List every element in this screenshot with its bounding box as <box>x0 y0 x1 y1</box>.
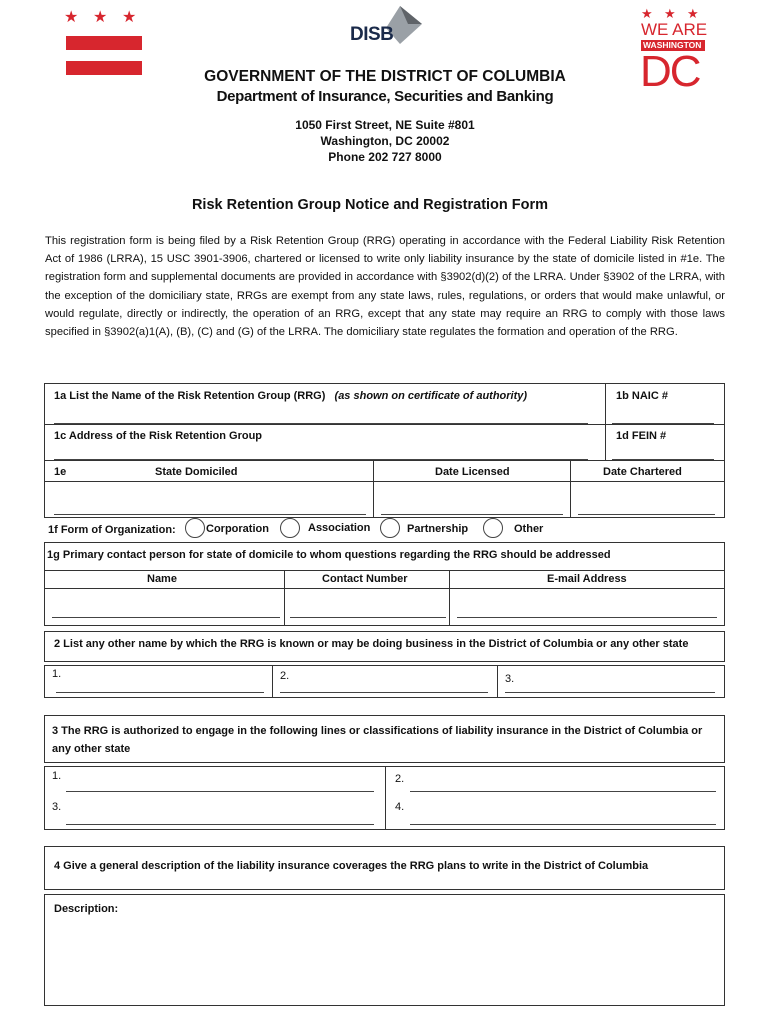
s2-item-3-label: 3. <box>505 673 515 685</box>
s2-label: 2 List any other name by which the RRG is known or may be doing business in the District of Columbia or any other state <box>54 638 689 650</box>
rrg-name-field[interactable] <box>54 423 588 424</box>
s1g-label: 1g Primary contact person for state of domicile to whom questions regarding the RRG should be addressed <box>47 549 611 561</box>
line-1-field[interactable] <box>66 791 374 792</box>
s4-label: 4 Give a general description of the liability insurance coverages the RRG plans to write in the District of Columbia <box>54 860 649 872</box>
other-name-2-field[interactable] <box>280 692 488 693</box>
date-licensed-field[interactable] <box>381 514 563 515</box>
other-name-1-field[interactable] <box>56 692 264 693</box>
partnership-label: Partnership <box>407 523 469 535</box>
s2-item-2-label: 2. <box>280 670 290 682</box>
s1a-label <box>54 390 527 402</box>
contact-name-header: Name <box>147 573 177 585</box>
email-address-field[interactable] <box>457 617 717 618</box>
s1c-label: 1c Address of the Risk Retention Group <box>54 430 263 442</box>
s3-item-2-label: 2. <box>395 773 405 785</box>
logo-star-icon: ★ <box>664 6 676 21</box>
email-address-header: E-mail Address <box>547 573 627 585</box>
intro-paragraph: This registration form is being filed by a Risk Retention Group (RRG) operating in accordance with the Federal Liability Risk Retention Act of 1986 (LRRA), 15 USC 3901-3906, chartered or licensed to write only liability insurance by the state of domicile listed in #1e. The registration form and supplemental documents are provided in accordance with §3902(d)(2) of the LRRA. Under §3902 of the LRRA, with the exception of the domiciliary state, RRGs are exempt from any state laws, rules, regulations, or orders that would make unlawful, or would regulate, directly or indirectly, the operation of an RRG, except that any state may require an RRG to comply with those laws specified in §3902(a)1(A), (B), (C) and (G) of the LRRA. The domiciliary state regulates the formation and operation of the RRG. <box>45 235 725 339</box>
s1f-label: 1f Form of Organization: <box>48 524 176 536</box>
contact-number-header: Contact Number <box>322 573 408 585</box>
government-title: GOVERNMENT OF THE DISTRICT OF COLUMBIA <box>204 68 566 85</box>
line-3-field[interactable] <box>66 824 374 825</box>
s3-label: 3 The RRG is authorized to engage in the following lines or classifications of liability insurance in the District of Columbia or any other state <box>52 725 703 755</box>
date-chartered-field[interactable] <box>578 514 715 515</box>
s1a-label-text: 1a List the Name of the Risk Retention Group (RRG) <box>54 390 326 402</box>
description-label: Description: <box>54 903 119 915</box>
divider <box>497 665 498 698</box>
date-chartered-label: Date Chartered <box>603 466 682 478</box>
s3-item-1-label: 1. <box>52 770 62 782</box>
divider <box>605 425 606 461</box>
section-2-body <box>44 665 725 698</box>
s1e-label: 1e <box>54 466 67 478</box>
other-radio[interactable] <box>483 518 503 538</box>
s3-item-3-label: 3. <box>52 801 62 813</box>
corporation-label: Corporation <box>206 523 269 535</box>
address-line-2: Washington, DC 20002 <box>320 134 450 148</box>
line-2-field[interactable] <box>410 791 716 792</box>
flag-bar <box>66 36 142 50</box>
contact-number-field[interactable] <box>290 617 446 618</box>
s1d-label: 1d FEIN # <box>616 430 667 442</box>
s3-item-4-label: 4. <box>395 801 405 813</box>
department-title: Department of Insurance, Securities and Banking <box>216 88 554 105</box>
description-field[interactable] <box>44 894 725 1006</box>
flag-star-icon: ★ <box>122 9 137 26</box>
address-line-1: 1050 First Street, NE Suite #801 <box>295 118 475 132</box>
divider <box>385 766 386 830</box>
divider <box>284 570 285 626</box>
association-radio[interactable] <box>280 518 300 538</box>
we-are-text: WE ARE <box>641 20 708 39</box>
phone-number: Phone 202 727 8000 <box>328 150 442 164</box>
state-domiciled-label: State Domiciled <box>155 466 238 478</box>
disb-logo-text: DISB <box>350 24 394 45</box>
form-title: Risk Retention Group Notice and Registration Form <box>191 197 549 213</box>
s1a-note: (as shown on certificate of authority) <box>334 390 528 402</box>
divider <box>44 570 725 571</box>
disb-logo <box>350 6 425 50</box>
corporation-radio[interactable] <box>185 518 205 538</box>
divider <box>44 588 725 589</box>
logo-star-icon: ★ <box>641 6 653 21</box>
association-label: Association <box>308 522 371 534</box>
flag-star-icon: ★ <box>93 9 108 26</box>
flag-star-icon: ★ <box>64 9 79 26</box>
divider <box>44 481 725 482</box>
contact-name-field[interactable] <box>52 617 280 618</box>
naic-number-field[interactable] <box>612 423 714 424</box>
s1b-label: 1b NAIC # <box>616 390 668 402</box>
divider <box>373 461 374 518</box>
other-name-3-field[interactable] <box>505 692 715 693</box>
divider <box>449 570 450 626</box>
other-label: Other <box>514 523 544 535</box>
rrg-address-field[interactable] <box>54 459 588 460</box>
logo-star-icon: ★ <box>687 6 699 21</box>
line-4-field[interactable] <box>410 824 716 825</box>
partnership-radio[interactable] <box>380 518 400 538</box>
washington-text: WASHINGTON <box>643 40 702 50</box>
divider <box>272 665 273 698</box>
divider <box>570 461 571 518</box>
dc-text: DC <box>640 47 700 96</box>
date-licensed-label: Date Licensed <box>435 466 510 478</box>
fein-field[interactable] <box>612 459 714 460</box>
state-domiciled-field[interactable] <box>54 514 366 515</box>
divider <box>605 383 606 425</box>
s2-item-1-label: 1. <box>52 668 62 680</box>
